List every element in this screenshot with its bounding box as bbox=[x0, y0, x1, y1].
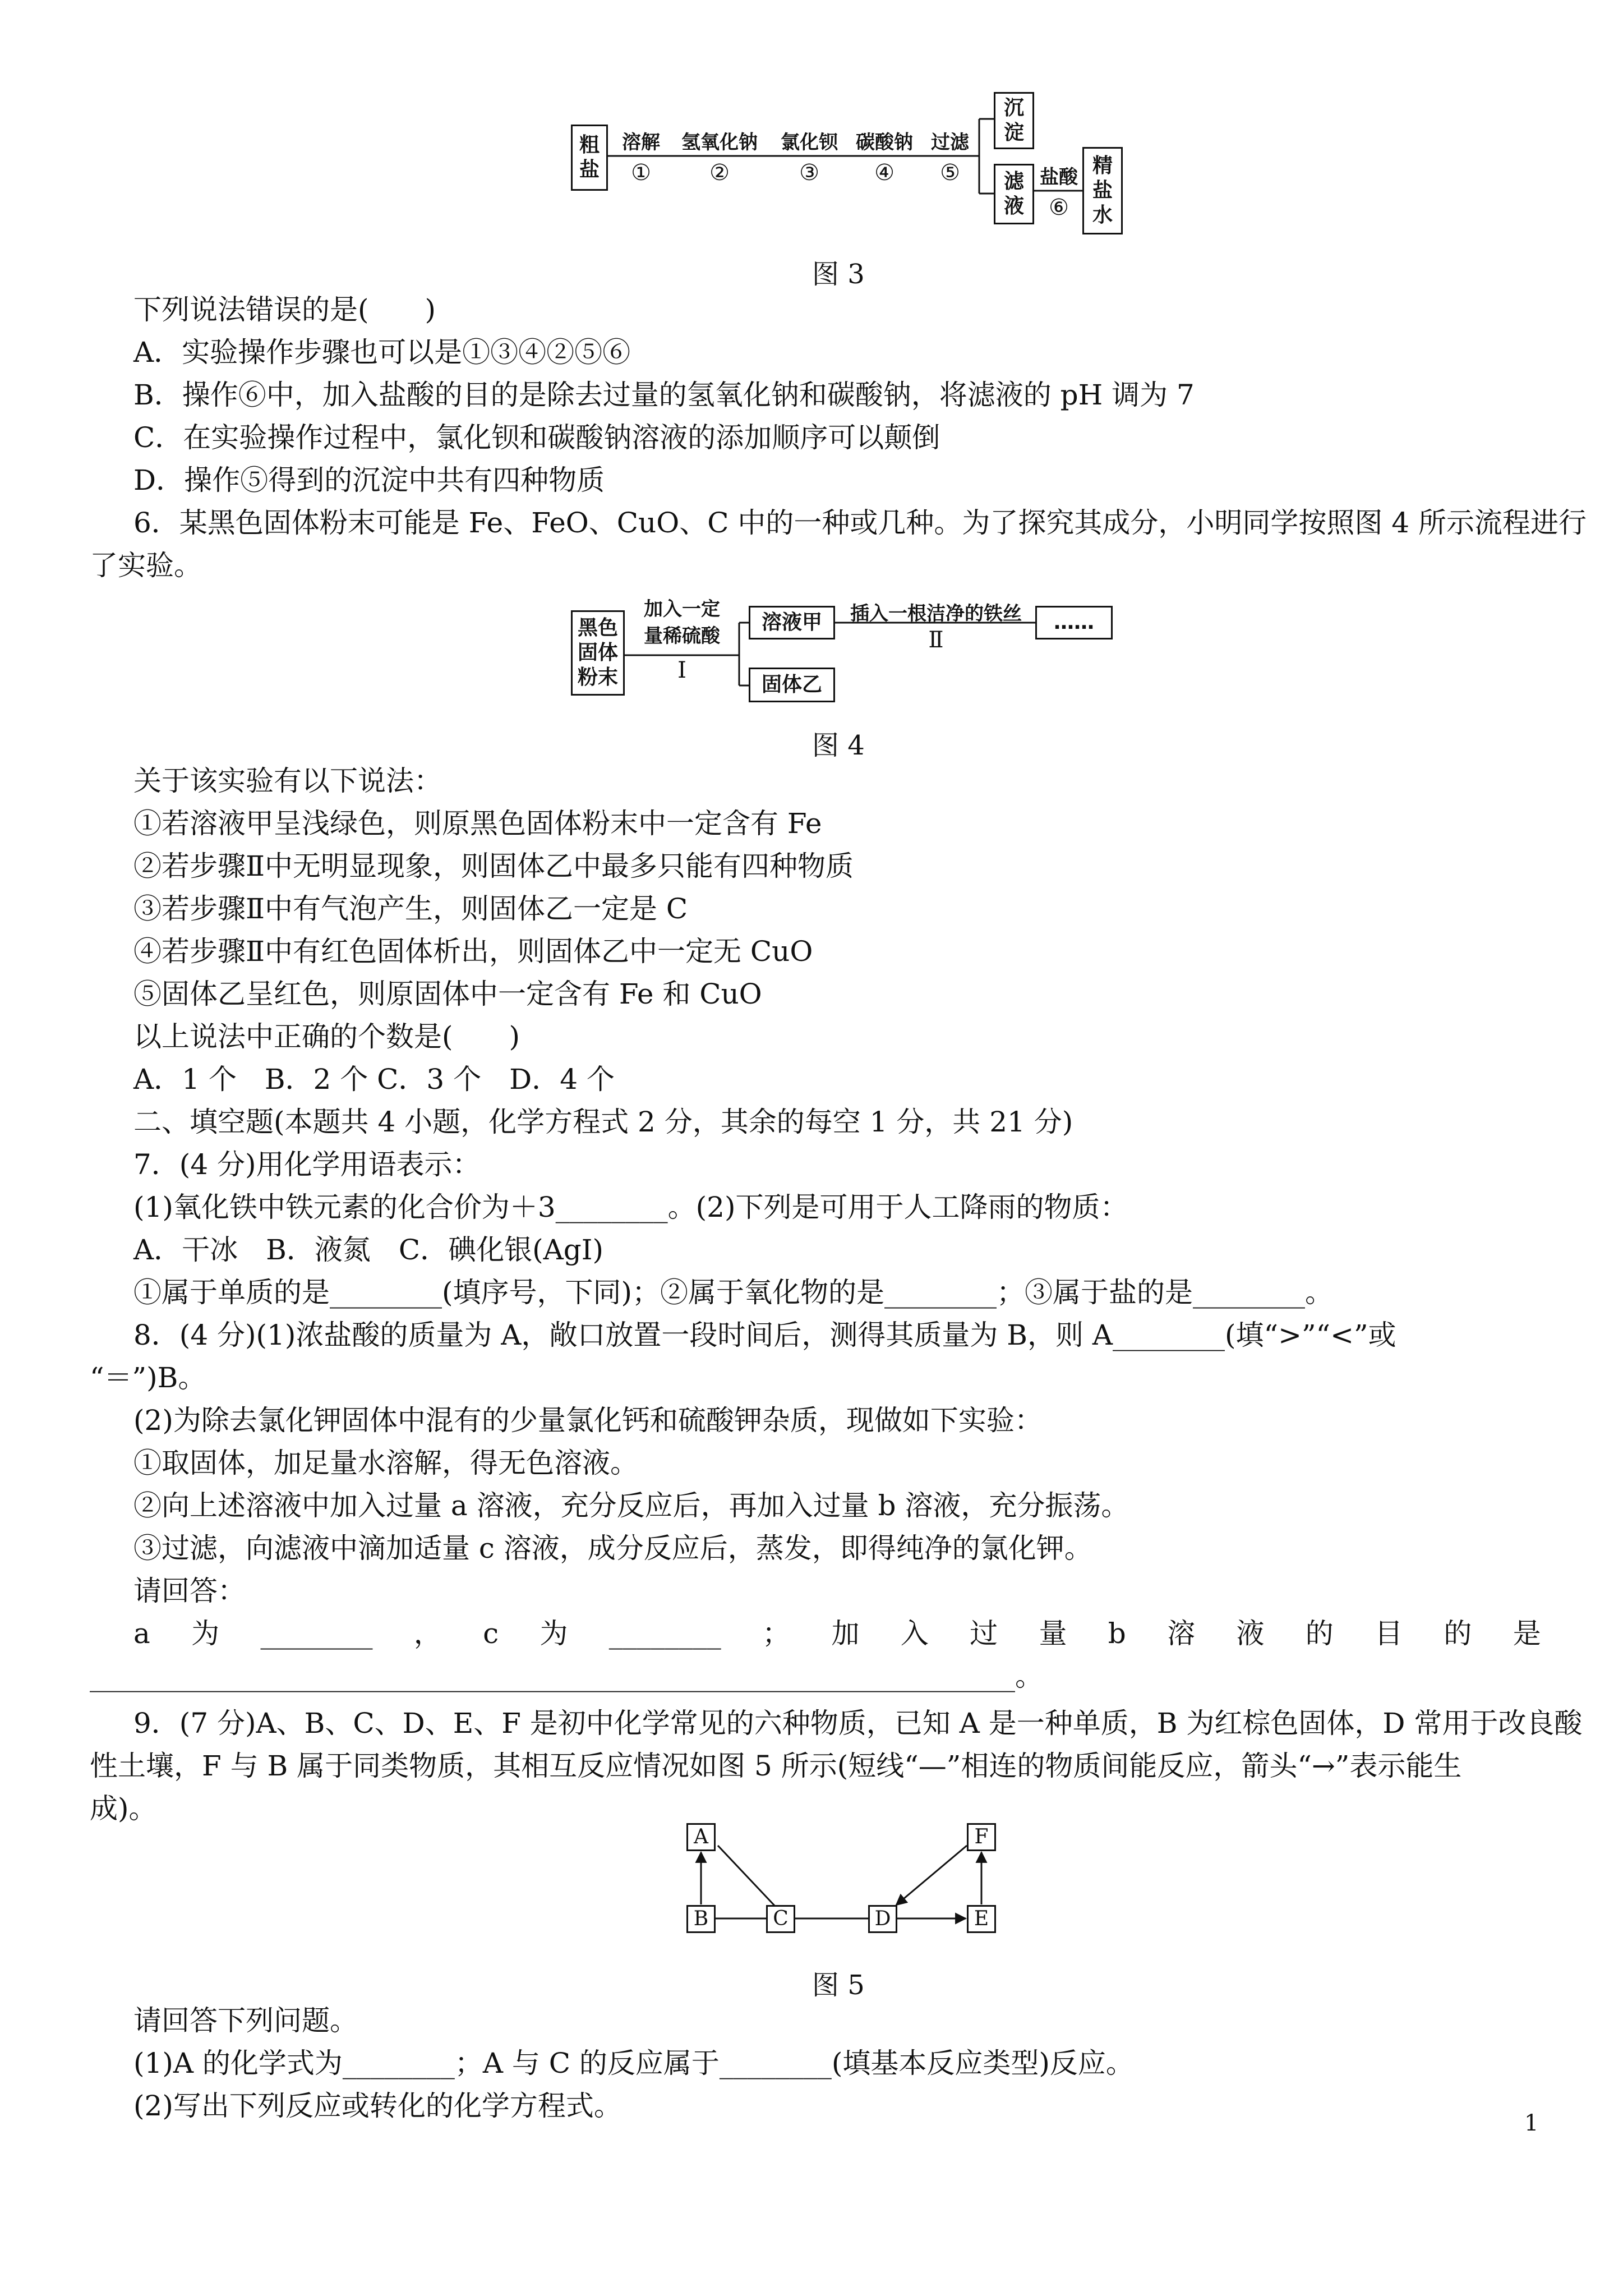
q9-sub2: (2)写出下列反应或转化的化学方程式。 bbox=[133, 2090, 622, 2122]
q9-sub1: (1)A 的化学式为________；A 与 C 的反应属于________(填基本反应类型)反应。 bbox=[133, 2047, 1134, 2079]
step3-num: ③ bbox=[799, 160, 819, 186]
refined-brine-box: 精 盐 水 bbox=[1082, 147, 1123, 234]
q6-statement-1: ①若溶液甲呈浅绿色，则原黑色固体粉末中一定含有 Fe bbox=[133, 807, 822, 840]
step-i-num: Ⅰ bbox=[677, 657, 686, 683]
q8-ask: 请回答： bbox=[133, 1575, 246, 1607]
q8-answer-token: 量 bbox=[1039, 1617, 1067, 1650]
q5-option-b: B．操作⑥中，加入盐酸的目的是除去过量的氢氧化钠和碳酸钠，将滤液的 pH 调为 7 bbox=[133, 379, 1195, 411]
q8-answer-blank: ________ bbox=[608, 1617, 721, 1650]
q8-line1: 8．(4 分)(1)浓盐酸的质量为 A，敞口放置一段时间后，测得其质量为 B，则 A________(填“>”“<”或 bbox=[133, 1319, 1396, 1351]
q8-answer-token: 加 bbox=[831, 1617, 860, 1650]
q8-answer-token: 为 bbox=[540, 1617, 568, 1650]
q7-stem: 7．(4 分)用化学用语表示： bbox=[133, 1148, 481, 1181]
q8-answer-token: 液 bbox=[1236, 1617, 1265, 1650]
q6-stem-line2: 了实验。 bbox=[90, 549, 202, 582]
black-powder-box: 黑色 固体 粉末 bbox=[571, 610, 625, 696]
q5-option-d: D．操作⑤得到的沉淀中共有四种物质 bbox=[133, 464, 605, 496]
q8-answer-token: c bbox=[483, 1617, 499, 1650]
q8-line2: “＝”)B。 bbox=[90, 1361, 206, 1394]
precipitate-box: 沉 淀 bbox=[994, 92, 1034, 149]
step4-num: ④ bbox=[874, 160, 895, 186]
q9-ask: 请回答下列问题。 bbox=[133, 2004, 358, 2037]
node-a: A bbox=[686, 1823, 716, 1851]
result-box: …… bbox=[1035, 606, 1113, 639]
step1-label: 溶解 bbox=[622, 131, 660, 154]
q6-statement-3: ③若步骤Ⅱ中有气泡产生，则固体乙一定是 C bbox=[133, 892, 688, 925]
q5-stem: 下列说法错误的是( ) bbox=[133, 293, 436, 326]
q7-line1: (1)氧化铁中铁元素的化合价为＋3________。(2)下列是可用于人工降雨的物质： bbox=[133, 1191, 1128, 1223]
q9-line2: 性土壤，F 与 B 属于同类物质，其相互反应情况如图 5 所示(短线“—”相连的物质间能反应，箭头“→”表示能生 bbox=[90, 1750, 1462, 1782]
q8-answer-token: 是 bbox=[1513, 1617, 1541, 1650]
page-number: 1 bbox=[1524, 2110, 1539, 2136]
q8-answer-token: ； bbox=[762, 1617, 791, 1650]
q8-line3: (2)为除去氯化钾固体中混有的少量氯化钙和硫酸钾杂质，现做如下实验： bbox=[133, 1404, 1043, 1437]
q8-answer-blank: ________ bbox=[260, 1617, 373, 1650]
q8-answer-token: 的 bbox=[1444, 1617, 1472, 1650]
figure-5-caption: 图 5 bbox=[812, 1970, 865, 2001]
step6-label: 盐酸 bbox=[1040, 166, 1078, 188]
q6-statement-4: ④若步骤Ⅱ中有红色固体析出，则固体乙中一定无 CuO bbox=[133, 935, 813, 968]
q6-options: A．1 个 B．2 个 C．3 个 D．4 个 bbox=[133, 1063, 615, 1096]
q6-statement-5: ⑤固体乙呈红色，则原固体中一定含有 Fe 和 CuO bbox=[133, 978, 762, 1010]
section-2-heading: 二、填空题(本题共 4 小题，化学方程式 2 分，其余的每空 1 分，共 21 分) bbox=[133, 1106, 1073, 1138]
q7-line2: A．干冰 B．液氮 C．碘化银(AgI) bbox=[133, 1234, 603, 1266]
step2-label: 氢氧化钠 bbox=[681, 131, 758, 154]
step4-label: 碳酸钠 bbox=[856, 131, 913, 154]
q9-line3: 成)。 bbox=[90, 1792, 157, 1825]
step6-num: ⑥ bbox=[1049, 195, 1069, 220]
q8-answer-token: b bbox=[1108, 1617, 1126, 1650]
step3-label: 氯化钡 bbox=[781, 131, 838, 154]
q9-line1: 9．(7 分)A、B、C、D、E、F 是初中化学常见的六种物质，已知 A 是一种单质，B 为红棕色固体，D 常用于改良酸 bbox=[133, 1707, 1583, 1740]
q8-answer-token: 入 bbox=[900, 1617, 929, 1650]
solid-b-box: 固体乙 bbox=[749, 668, 835, 702]
q8-answer-token: a bbox=[133, 1617, 150, 1650]
step1-num: ① bbox=[631, 160, 651, 186]
q6-question: 以上说法中正确的个数是( ) bbox=[133, 1020, 520, 1053]
figure-3-caption: 图 3 bbox=[812, 259, 865, 290]
node-d: D bbox=[868, 1905, 897, 1933]
q8-answer-token: 目 bbox=[1375, 1617, 1403, 1650]
q6-stem-line1: 6．某黑色固体粉末可能是 Fe、FeO、CuO、C 中的一种或几种。为了探究其成分，小明同学按照图 4 所示流程进行 bbox=[133, 507, 1587, 539]
filtrate-box: 滤 液 bbox=[994, 164, 1034, 224]
q8-answer-token: 过 bbox=[970, 1617, 998, 1650]
crude-salt-box: 粗 盐 bbox=[571, 125, 608, 191]
step-ii-num: Ⅱ bbox=[928, 627, 944, 653]
step2-num: ② bbox=[709, 160, 730, 186]
node-f: F bbox=[967, 1823, 996, 1851]
step-ii-label: 插入一根洁净的铁丝 bbox=[850, 602, 1022, 625]
node-b: B bbox=[686, 1905, 716, 1933]
q8-answer-token: 的 bbox=[1305, 1617, 1334, 1650]
q8-answer-line2: __________________________________________________________________。 bbox=[90, 1660, 1043, 1692]
solution-a-box: 溶液甲 bbox=[749, 606, 835, 639]
q8-step-2: ②向上述溶液中加入过量 a 溶液，充分反应后，再加入过量 b 溶液，充分振荡。 bbox=[133, 1489, 1129, 1522]
q8-answer-token: 为 bbox=[191, 1617, 220, 1650]
node-e: E bbox=[967, 1905, 996, 1933]
step-i-label: 加入一定 量稀硫酸 bbox=[644, 598, 720, 647]
q5-option-c: C．在实验操作过程中，氯化钡和碳酸钠溶液的添加顺序可以颠倒 bbox=[133, 421, 940, 454]
q5-option-a: A．实验操作步骤也可以是①③④②⑤⑥ bbox=[133, 336, 631, 369]
q8-step-1: ①取固体，加足量水溶解，得无色溶液。 bbox=[133, 1447, 638, 1479]
step5-label: 过滤 bbox=[931, 131, 969, 154]
q7-line3: ①属于单质的是________(填序号，下同)；②属于氧化物的是________；③属于盐的是________。 bbox=[133, 1276, 1334, 1309]
q8-answer-token: ， bbox=[413, 1617, 442, 1650]
q8-answer-token: 溶 bbox=[1167, 1617, 1196, 1650]
q8-step-3: ③过滤，向滤液中滴加适量 c 溶液，成分反应后，蒸发，即得纯净的氯化钾。 bbox=[133, 1532, 1092, 1565]
node-c: C bbox=[766, 1905, 795, 1933]
q6-intro: 关于该实验有以下说法： bbox=[133, 765, 442, 797]
step5-num: ⑤ bbox=[940, 160, 960, 186]
figure-4-caption: 图 4 bbox=[812, 730, 865, 761]
q6-statement-2: ②若步骤Ⅱ中无明显现象，则固体乙中最多只能有四种物质 bbox=[133, 850, 854, 882]
